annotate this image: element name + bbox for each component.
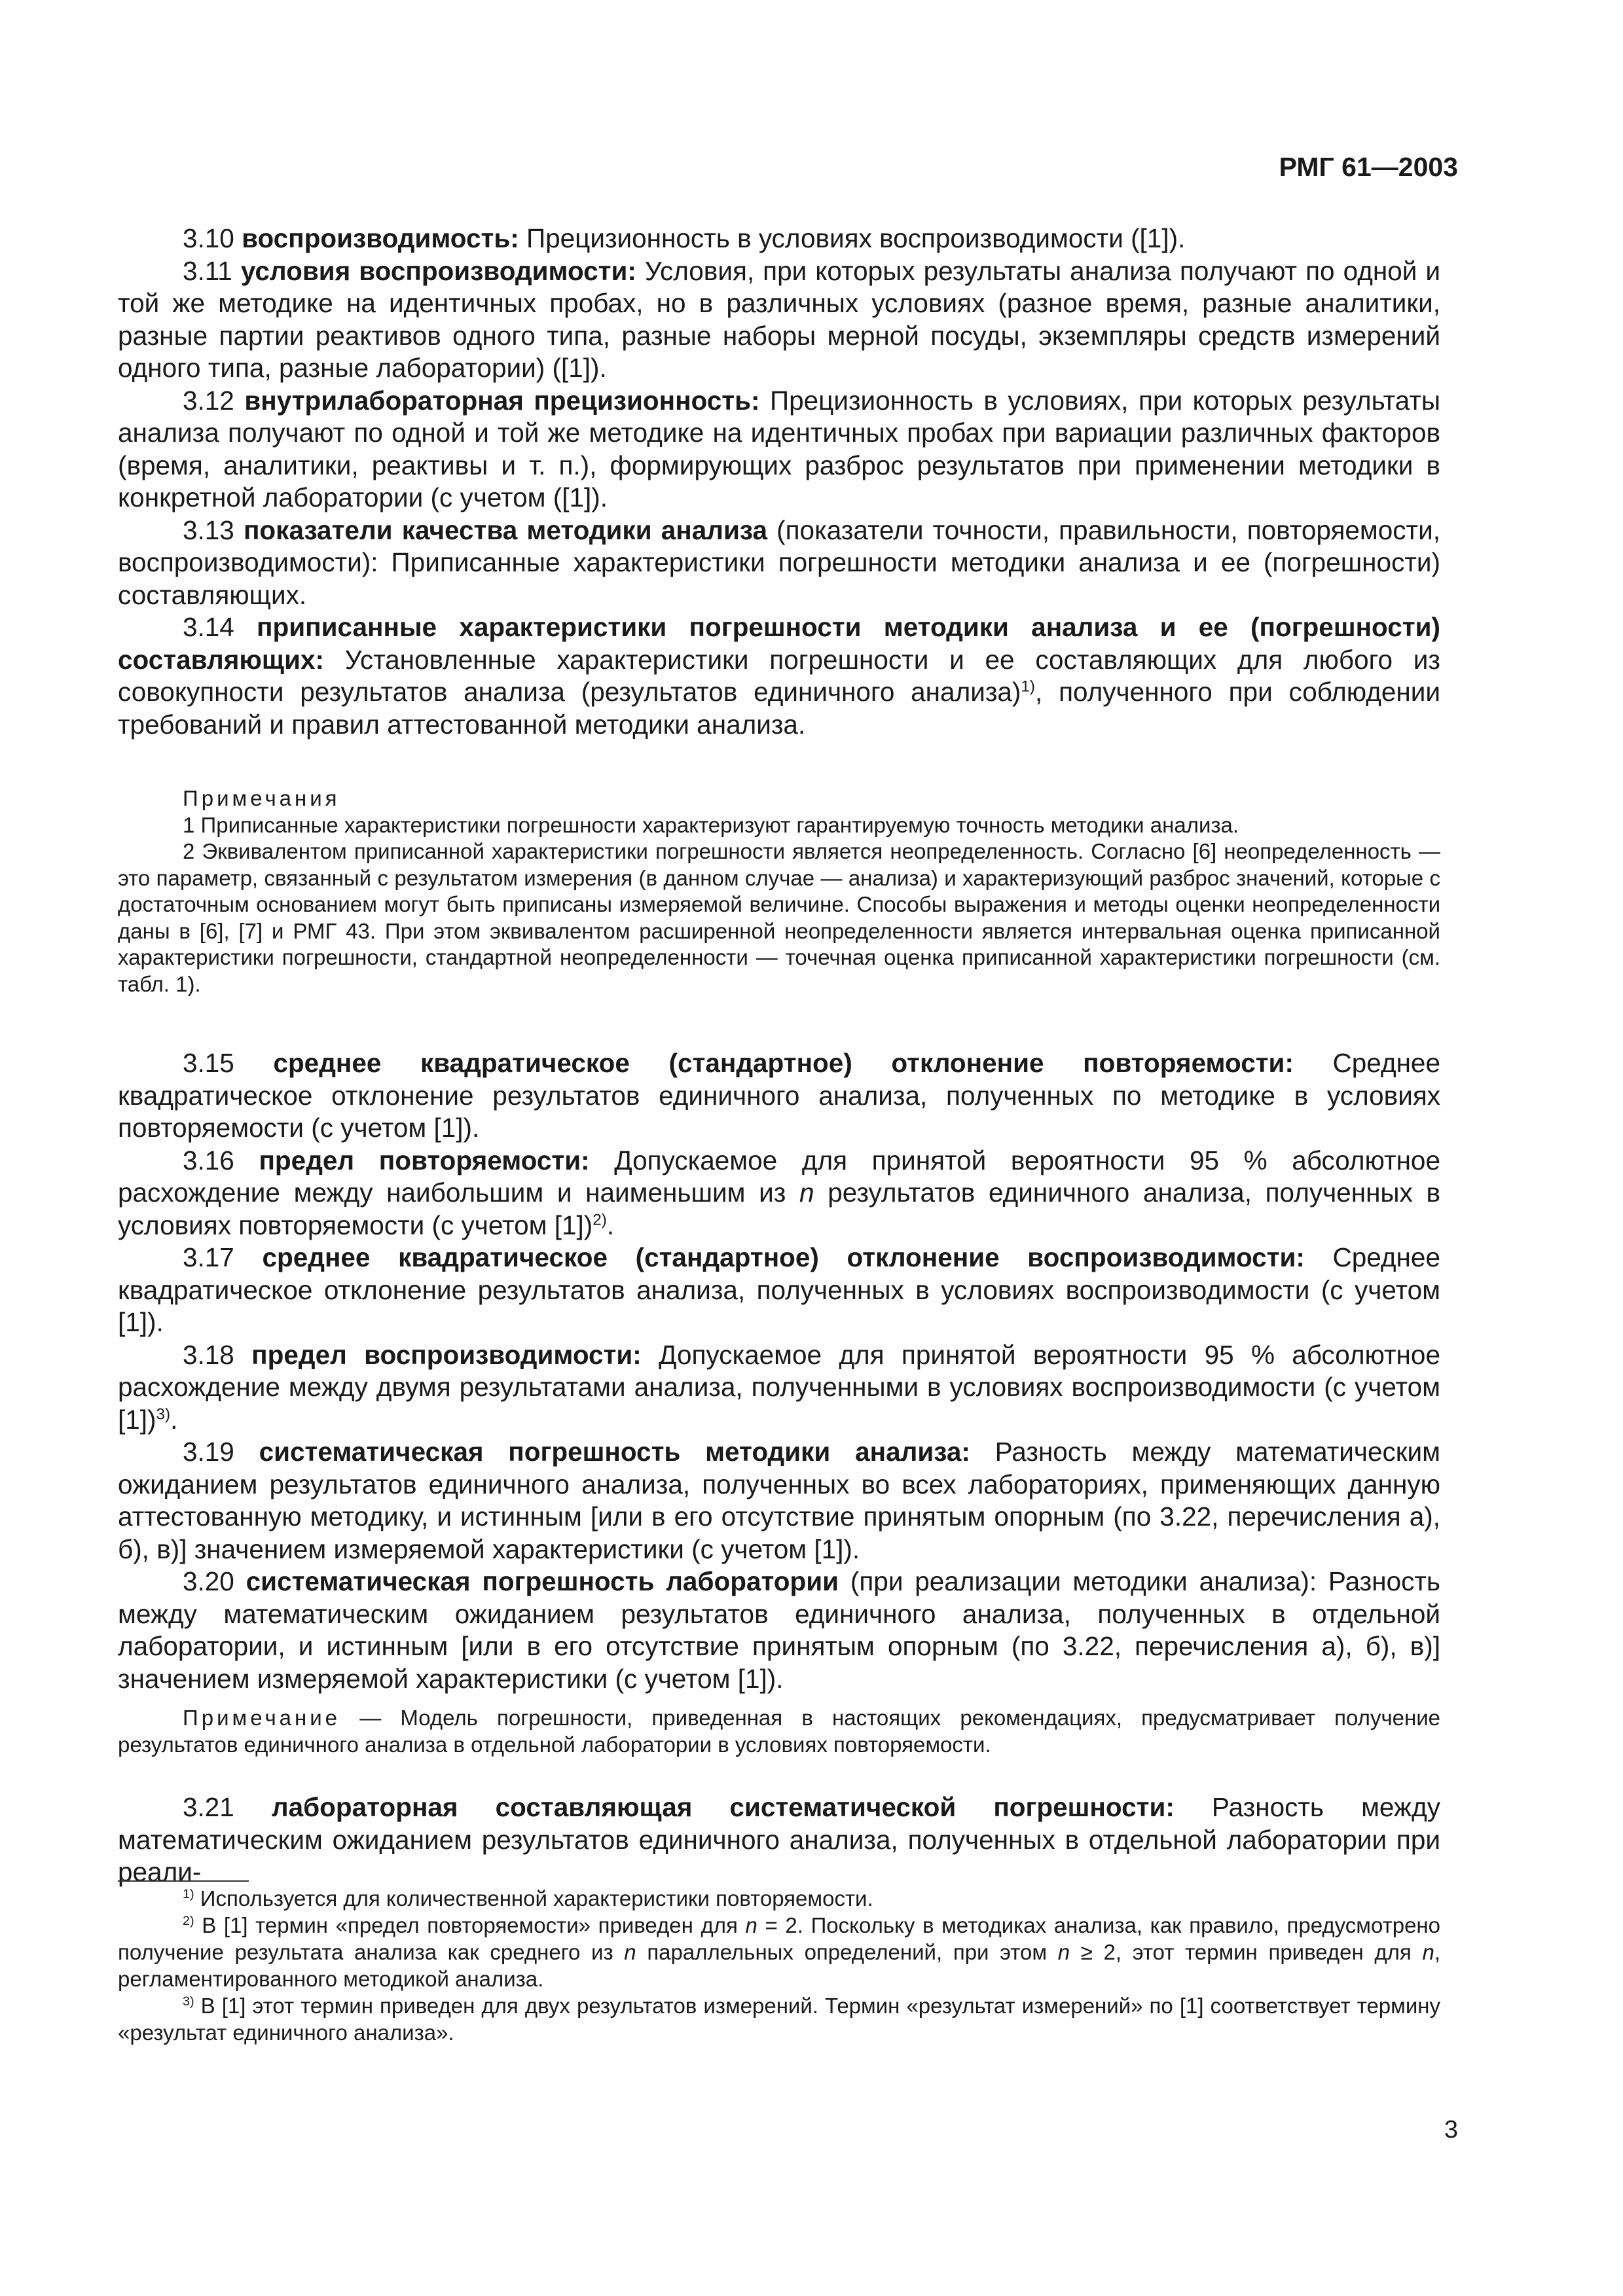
note-single xyxy=(118,1705,1440,1758)
note-label: Примечание xyxy=(183,1706,341,1730)
definitions-block-3 xyxy=(118,1791,1440,1889)
note-1: 1 Приписанные характеристики погрешности характеризуют гарантируемую точность методики анализа. xyxy=(183,812,1239,837)
note-2: 2 Эквивалентом приписанной характеристики погрешности является неопределенность. Согласно [6] неопределенность — это параметр, связанный с результатом измерения (в данном случае — анализа) и характеризующий разброс значений, которые с достаточным основанием могут быть приписаны измеряемой величине. Способы выражения и методы оценки неопределенности даны в [6], [7] и РМГ 43. При этом эквивалентом расширенной неопределенности является интервальная оценка приписанной характеристики погрешности, стандартной неопределенности — точечная оценка приписанной характеристики погрешности (см. табл. 1). xyxy=(118,839,1440,996)
definition-3-13: 3.13 показатели качества методики анализа (показатели точности, правильности, повторяемости, воспроизводимости): Приписанные характеристики погрешности методики анализа и ее (погрешности) составляющих. xyxy=(118,514,1440,610)
page-number: 3 xyxy=(1444,2116,1458,2144)
footnote-3: $^{3)}$ В [1] этот термин приведен для двух результатов измерений. Термин «результат измерений» по [1] соответствует термину «результат единичного анализа». xyxy=(118,1994,1441,2045)
definition-3-11: 3.11 условия воспроизводимости: Условия, при которых результаты анализа получают по одной и той же методике на идентичных пробах, но в различных условиях (разное время, разные аналитики, разные партии реактивов одного типа, разные наборы мерной посуды, экземпляры средств измерений одного типа, разные лаборатории) ([1]). xyxy=(118,255,1440,383)
definition-3-15: 3.15 среднее квадратическое (стандартное) отклонение повторяемости: Среднее квадратическое отклонение результатов единичного анализа, полученных по методике в условиях повторяемости (с учетом [1]). xyxy=(118,1048,1440,1143)
definition-3-20: 3.20 систематическая погрешность лаборатории (при реализации методики анализа): Разность между математическим ожиданием результатов единичного анализа, полученных в отдельной лаборатории, и истинным [или в его отсутствие принятым опорным (по 3.22, перечисления а), б), в)] значением измеряемой характеристики (с учетом [1]). xyxy=(118,1566,1441,1694)
footnote-separator xyxy=(118,1880,249,1882)
definition-3-14: 3.14 приписанные характеристики погрешности методики анализа и ее (погрешности) составляющих: Установленные характеристики погрешности и ее составляющих для любого из совокупности результатов анализа (результатов единичного анализа)$^{1)}$, полученного при соблюдении требований и правил аттестованной методики анализа. xyxy=(118,612,1440,740)
definition-3-16: 3.16 предел повторяемости: Допускаемое для принятой вероятности 95 % абсолютное расхождение между наибольшим и наименьшим из n результатов единичного анализа, полученных в условиях повторяемости (с учетом [1])$^{2)}$. xyxy=(118,1145,1440,1240)
footnote-2: $^{2)}$ В [1] термин «предел повторяемости» приведен для n = 2. Поскольку в методиках анализа, как правило, предусмотрено получение результата анализа как среднего из n параллельных определений, при этом n ≥ 2, этот термин приведен для n, регламентированного методикой анализа. xyxy=(118,1913,1441,1991)
footnotes xyxy=(118,1885,1440,2046)
footnote-1: $^{1)}$ Используется для количественной характеристики повторяемости. xyxy=(183,1886,873,1910)
definition-3-12: 3.12 внутрилабораторная прецизионность: Прецизионность в условиях, при которых результаты анализа получают по одной и той же методике на идентичных пробах при вариации различных факторов (время, аналитики, реактивы и т. п.), формирующих разброс результатов при применении методики в конкретной лаборатории (с учетом ([1]). xyxy=(118,385,1440,512)
notes-title: Примечания xyxy=(183,786,340,810)
doc-code-header: РМГ 61—2003 xyxy=(1279,152,1458,182)
definitions-block-2 xyxy=(118,1047,1440,1695)
notes-block xyxy=(118,785,1440,997)
definition-3-21: 3.21 лабораторная составляющая систематической погрешности: Разность между математическим ожиданием результатов единичного анализа, полученных в отдельной лаборатории при реали- xyxy=(118,1792,1440,1887)
definition-3-17: 3.17 среднее квадратическое (стандартное) отклонение воспроизводимости: Среднее квадратическое отклонение результатов анализа, полученных в условиях воспроизводимости (с учетом [1]). xyxy=(118,1242,1440,1337)
definition-3-18: 3.18 предел воспроизводимости: Допускаемое для принятой вероятности 95 % абсолютное расхождение между двумя результатами анализа, полученными в условиях воспроизводимости (с учетом [1])$^{3)}$. xyxy=(118,1339,1440,1435)
note-text: — Модель погрешности, приведенная в настоящих рекомендациях, предусматривает получение результатов единичного анализа в отдельной лаборатории в условиях повторяемости. xyxy=(118,1706,1440,1757)
definition-3-19: 3.19 систематическая погрешность методики анализа: Разность между математическим ожиданием результатов единичного анализа, полученных во всех лабораториях, применяющих данную аттестованную методику, и истинным [или в его отсутствие принятым опорным (по 3.22, перечисления а), б), в)] значением измеряемой характеристики (с учетом [1]). xyxy=(118,1437,1440,1564)
definitions-block-1 xyxy=(118,223,1440,741)
definition-3-10: 3.10 воспроизводимость: Прецизионность в условиях воспроизводимости ([1]). xyxy=(183,223,1186,253)
